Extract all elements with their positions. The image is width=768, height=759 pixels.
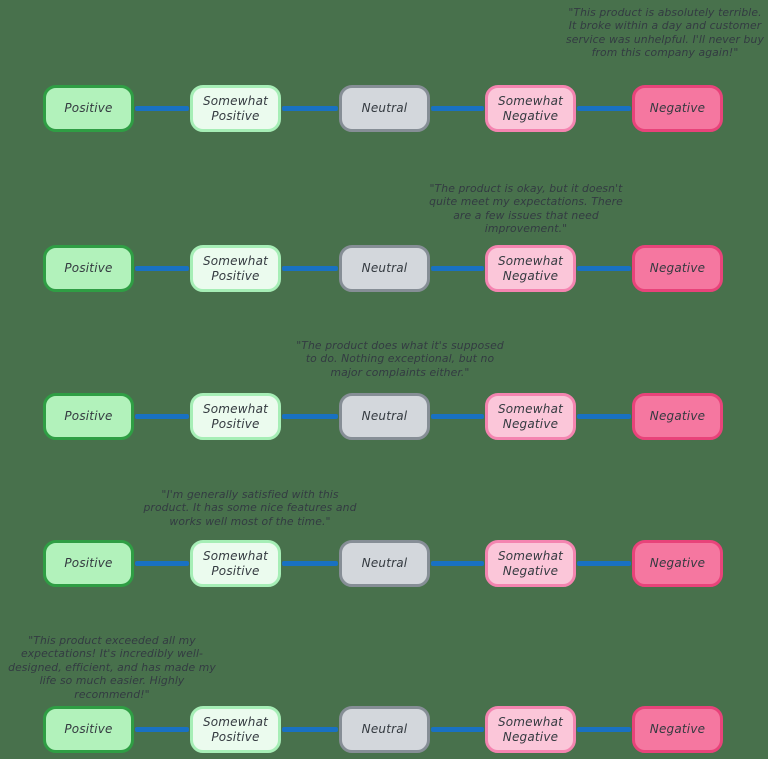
connector-line (135, 561, 189, 566)
connector-line (577, 106, 631, 111)
connector-line (282, 266, 338, 271)
scale-node-negative (632, 85, 723, 132)
scale-node-somewhat-positive (190, 540, 281, 587)
scale-node-neutral (339, 245, 430, 292)
scale-node-label: Somewhat Negative (497, 94, 564, 123)
scale-node-label: Neutral (361, 409, 408, 424)
scale-node-label: Positive (64, 409, 113, 424)
scale-node-label: Positive (64, 722, 113, 737)
scale-node-label: Somewhat Positive (202, 402, 269, 431)
scale-node-somewhat-positive (190, 706, 281, 753)
connector-line (135, 266, 189, 271)
review-quote-somewhat-negative: "The product is okay, but it doesn't quite meet my expectations. There are a few issues that need improvement." (429, 182, 623, 236)
scale-node-somewhat-negative (485, 540, 576, 587)
sentiment-scale-row (0, 85, 768, 132)
review-quote-negative: "This product is absolutely terrible. It broke within a day and customer service was unhelpful. I'll never buy from this company again!" (566, 6, 764, 60)
connector-line (135, 414, 189, 419)
connector-line (577, 561, 631, 566)
review-quote-positive: "This product exceeded all my expectations! It's incredibly well-designed, efficient, and has made my life so much easier. Highly recommend!" (8, 634, 216, 701)
scale-node-label: Negative (649, 409, 706, 424)
scale-node-neutral (339, 85, 430, 132)
scale-node-somewhat-positive (190, 245, 281, 292)
scale-node-somewhat-negative (485, 245, 576, 292)
scale-node-label: Somewhat Positive (202, 715, 269, 744)
scale-node-negative (632, 245, 723, 292)
scale-node-somewhat-negative (485, 706, 576, 753)
scale-node-label: Negative (649, 722, 706, 737)
scale-node-label: Neutral (361, 261, 408, 276)
connector-line (431, 727, 484, 732)
scale-node-label: Positive (64, 556, 113, 571)
review-quote-neutral: "The product does what it's supposed to do. Nothing exceptional, but no major complaints either." (296, 339, 504, 379)
scale-node-label: Somewhat Positive (202, 254, 269, 283)
scale-node-positive (43, 540, 134, 587)
connector-line (282, 106, 338, 111)
scale-node-neutral (339, 393, 430, 440)
scale-node-label: Negative (649, 261, 706, 276)
scale-node-positive (43, 706, 134, 753)
sentiment-scale-row (0, 540, 768, 587)
scale-node-somewhat-negative (485, 85, 576, 132)
sentiment-scale-row (0, 706, 768, 753)
scale-node-label: Positive (64, 101, 113, 116)
connector-line (431, 106, 484, 111)
scale-node-label: Negative (649, 556, 706, 571)
connector-line (135, 727, 189, 732)
scale-node-label: Negative (649, 101, 706, 116)
scale-node-positive (43, 245, 134, 292)
connector-line (282, 727, 338, 732)
scale-node-label: Somewhat Negative (497, 254, 564, 283)
scale-node-somewhat-negative (485, 393, 576, 440)
scale-node-neutral (339, 540, 430, 587)
connector-line (577, 414, 631, 419)
scale-node-negative (632, 540, 723, 587)
connector-line (577, 266, 631, 271)
scale-node-label: Positive (64, 261, 113, 276)
scale-node-negative (632, 393, 723, 440)
scale-node-label: Neutral (361, 556, 408, 571)
scale-node-somewhat-positive (190, 393, 281, 440)
scale-node-label: Neutral (361, 101, 408, 116)
scale-node-label: Somewhat Negative (497, 549, 564, 578)
connector-line (431, 414, 484, 419)
scale-node-negative (632, 706, 723, 753)
connector-line (135, 106, 189, 111)
scale-node-somewhat-positive (190, 85, 281, 132)
connector-line (431, 561, 484, 566)
scale-node-label: Somewhat Positive (202, 94, 269, 123)
scale-node-label: Neutral (361, 722, 408, 737)
sentiment-scale-row (0, 245, 768, 292)
scale-node-label: Somewhat Negative (497, 402, 564, 431)
connector-line (431, 266, 484, 271)
scale-node-positive (43, 393, 134, 440)
connector-line (282, 561, 338, 566)
scale-node-label: Somewhat Negative (497, 715, 564, 744)
scale-node-label: Somewhat Positive (202, 549, 269, 578)
scale-node-neutral (339, 706, 430, 753)
scale-node-positive (43, 85, 134, 132)
connector-line (282, 414, 338, 419)
connector-line (577, 727, 631, 732)
review-quote-somewhat-positive: "I'm generally satisfied with this product. It has some nice features and works well most of the time." (143, 488, 357, 528)
sentiment-scale-row (0, 393, 768, 440)
